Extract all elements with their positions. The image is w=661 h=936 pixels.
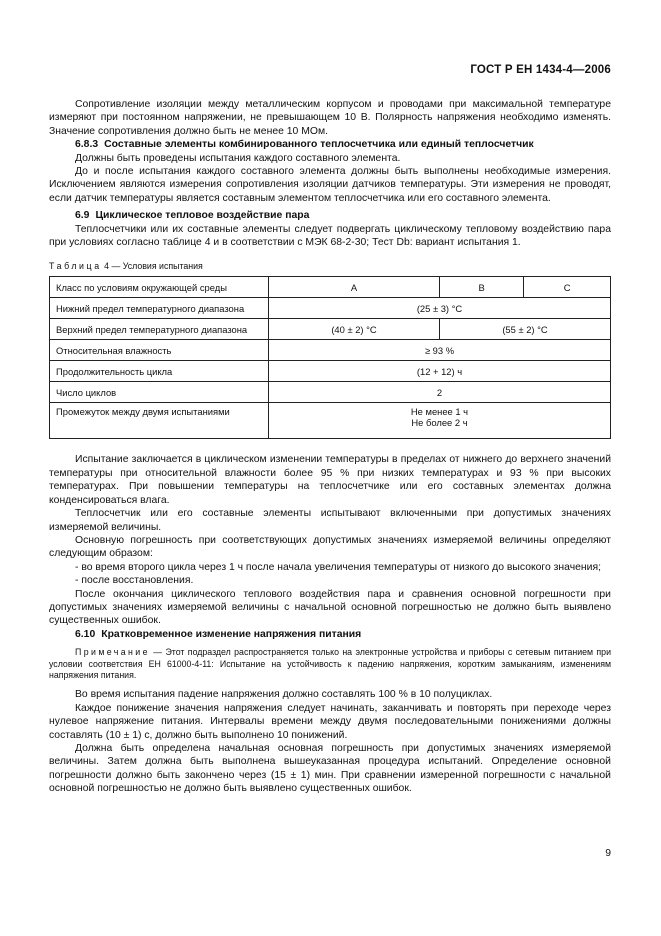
section-title: Кратковременное изменение напряжения питания — [101, 628, 362, 640]
table-cell: ≥ 93 % — [269, 340, 611, 361]
interval-min: Не менее 1 ч — [410, 406, 469, 418]
paragraph-initial-error: Должна быть определена начальная основная погрешность при допустимых значениях измеряемой величины. Затем должна быть выполнена вышеуказанная процедура испытаний. Определение основной погрешности должно быть закончено через (15 ± 1) мин. При сравнении измеренной погрешности с начальной основной погрешностью не должно быть выявлено существенных ошибок. — [49, 743, 611, 795]
table-cell: Нижний предел температурного диапазона — [50, 298, 269, 319]
table-cell: 2 — [269, 382, 611, 403]
paragraph-voltage-drop: Во время испытания падение напряжения должно составлять 100 % в 10 полуциклах. — [75, 689, 493, 701]
note-text: — Этот подраздел распространяется только на электронные устройства и приборы с сетевым питанием при условии соответствия ЕН 61000-4-11: Испытание на устойчивость к падению напряжения, коротким замыканиям, изменениям напряжения питания. — [49, 647, 611, 680]
paragraph-switched-on: Теплосчетчик или его составные элементы испытывают включенными при допустимых значениях измеряемой величины. — [49, 508, 611, 533]
table-row — [50, 382, 611, 403]
table-cell: Число циклов — [50, 382, 269, 403]
page-number: 9 — [605, 848, 611, 859]
interval-max: Не более 2 ч — [411, 417, 468, 429]
table-cell: (40 ± 2) °C — [269, 319, 440, 340]
table-row — [50, 403, 611, 439]
paragraph-test-description: Испытание заключается в циклическом изменении температуры в пределах от нижнего до верхнего значений температуры при относительной влажности более 95 % при низких температурах и 93 % при высоких температурах. При повышении температуры на теплосчетчике или его составных элементах должна конденсироваться влага. — [49, 454, 611, 506]
section-heading-6-9 — [49, 209, 611, 222]
paragraph-zero-crossing: Каждое понижение значения напряжения следует начинать, заканчивать и повторять при переходе через нулевое напряжение питания. Интервалы времени между двумя последовательными понижениями должны составлять (10 ± 1) с, должно быть выполнено 10 понижений. — [49, 702, 611, 741]
table-caption — [49, 261, 611, 272]
paragraph-before-after: До и после испытания каждого составного элемента должны быть выполнены необходимые измерения. Исключением являются измерения сопротивления изоляции датчиков температуры. Эти измерения не проводят, если датчик температуры является составным элементом теплосчетчика или его составного элемента. — [49, 166, 611, 204]
table-header-row — [50, 277, 611, 298]
document-body — [49, 98, 611, 796]
test-conditions-table — [49, 276, 611, 439]
table-cell: (25 ± 3) °C — [269, 298, 611, 319]
paragraph-tests-each-element: Должны быть проведены испытания каждого составного элемента. — [75, 152, 401, 164]
section-title: Циклическое тепловое воздействие пара — [95, 210, 310, 222]
table-cell: Верхний предел температурного диапазона — [50, 319, 269, 340]
section-heading-6-10 — [49, 628, 611, 641]
table-caption-word: Таблица — [49, 261, 102, 272]
note — [49, 647, 611, 681]
table-cell: Продолжительность цикла — [50, 361, 269, 382]
list-item: - во время второго цикла через 1 ч после начала увеличения температуры от низкого до высокого значения; — [75, 561, 601, 573]
document-header: ГОСТ Р ЕН 1434-4—2006 — [470, 64, 611, 76]
table-caption-text: 4 — Условия испытания — [104, 261, 203, 272]
table-row — [50, 361, 611, 382]
paragraph-cyclic-steam: Теплосчетчики или их составные элементы следует подвергать циклическому тепловому воздействию пара при условиях согласно таблице 4 и в соответствии с МЭК 68-2-30; Тест Db: вариант испытания 1. — [49, 223, 611, 249]
section-title: Составные элементы комбинированного теплосчетчика или единый теплосчетчик — [104, 139, 534, 151]
table-cell — [269, 403, 611, 439]
section-heading-6-8-3 — [49, 138, 611, 151]
paragraph-after-test: После окончания циклического теплового воздействия пара и сравнения основной погрешности при допустимых значениях измеряемой величины с начальной основной погрешностью не должно быть выявлено существенных ошибок. — [49, 588, 611, 627]
table-cell: Промежуток между двумя испытаниями — [50, 403, 269, 439]
table-cell: Относительная влажность — [50, 340, 269, 361]
table-cell: B — [440, 277, 524, 298]
table-cell: C — [524, 277, 611, 298]
paragraph-insulation: Сопротивление изоляции между металлическим корпусом и проводами при максимальной температуре измеряют при постоянном напряжении, не превышающем 10 В. Полярность напряжения необходимо изменять. Значение сопротивления должно быть не менее 10 МОм. — [49, 99, 611, 137]
section-number: 6.9 — [75, 210, 90, 222]
list-item: - после восстановления. — [75, 575, 194, 587]
table-cell: A — [269, 277, 440, 298]
table-row — [50, 340, 611, 361]
table-cell: (12 + 12) ч — [269, 361, 611, 382]
table-row — [50, 298, 611, 319]
note-label: Примечание — [75, 647, 150, 658]
paragraph-error-determination: Основную погрешность при соответствующих допустимых значениях измеряемой величины определяют следующим образом: — [49, 534, 611, 560]
section-number: 6.10 — [75, 628, 96, 640]
table-row — [50, 319, 611, 340]
section-number: 6.8.3 — [75, 139, 99, 151]
table-cell: Класс по условиям окружающей среды — [50, 277, 269, 298]
table-cell: (55 ± 2) °C — [440, 319, 611, 340]
